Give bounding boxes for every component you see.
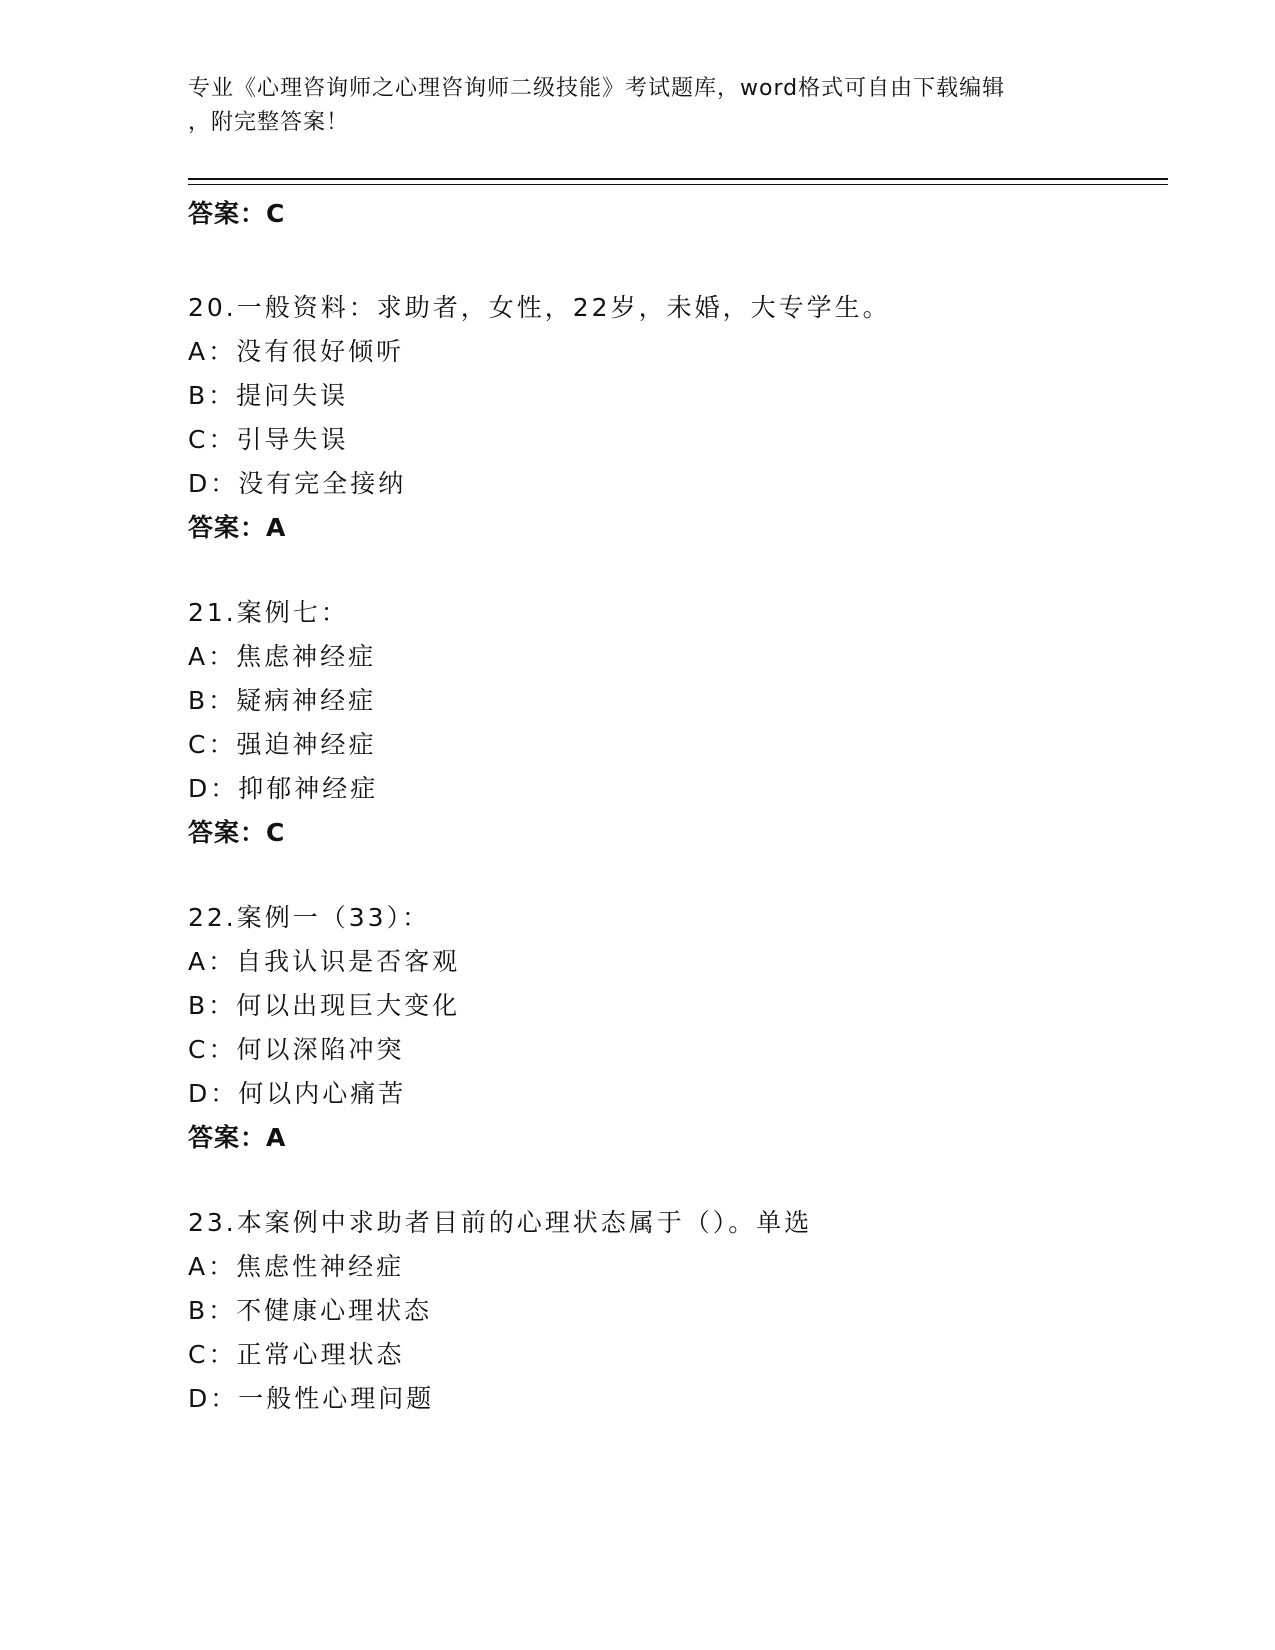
question-option: A：没有很好倾听 xyxy=(188,337,405,366)
question-option: D：何以内心痛苦 xyxy=(188,1079,407,1108)
question-option: B：提问失误 xyxy=(188,381,349,410)
question-answer: 答案：C xyxy=(188,818,286,847)
question-option: A：焦虑性神经症 xyxy=(188,1252,405,1281)
document-header xyxy=(188,72,1078,140)
question-answer: 答案：A xyxy=(188,513,287,542)
question-option: C：正常心理状态 xyxy=(188,1340,405,1369)
question-option: A：焦虑神经症 xyxy=(188,642,377,671)
question-stem: 23.本案例中求助者目前的心理状态属于（）。单选 xyxy=(188,1208,813,1237)
header-rule-thin xyxy=(188,184,1168,185)
question-option: B：何以出现巨大变化 xyxy=(188,991,461,1020)
question-stem: 21.案例七： xyxy=(188,598,349,627)
header-line-2: ，附完整答案！ xyxy=(188,110,350,135)
previous-answer: 答案：C xyxy=(188,199,286,228)
header-line-1: 专业《心理咨询师之心理咨询师二级技能》考试题库，word格式可自由下载编辑 xyxy=(188,76,1006,101)
question-stem: 22.案例一（33）： xyxy=(188,903,431,932)
question-option: D：一般性心理问题 xyxy=(188,1384,435,1413)
question-option: D：抑郁神经症 xyxy=(188,774,379,803)
question-option: B：疑病神经症 xyxy=(188,686,377,715)
question-option: D：没有完全接纳 xyxy=(188,469,407,498)
question-option: C：何以深陷冲突 xyxy=(188,1035,405,1064)
question-option: C：引导失误 xyxy=(188,425,349,454)
header-rule-thick xyxy=(188,178,1168,180)
question-option: B：不健康心理状态 xyxy=(188,1296,433,1325)
question-stem: 20.一般资料：求助者，女性，22岁，未婚，大专学生。 xyxy=(188,293,891,322)
question-option: C：强迫神经症 xyxy=(188,730,377,759)
question-answer: 答案：A xyxy=(188,1123,287,1152)
question-option: A：自我认识是否客观 xyxy=(188,947,461,976)
